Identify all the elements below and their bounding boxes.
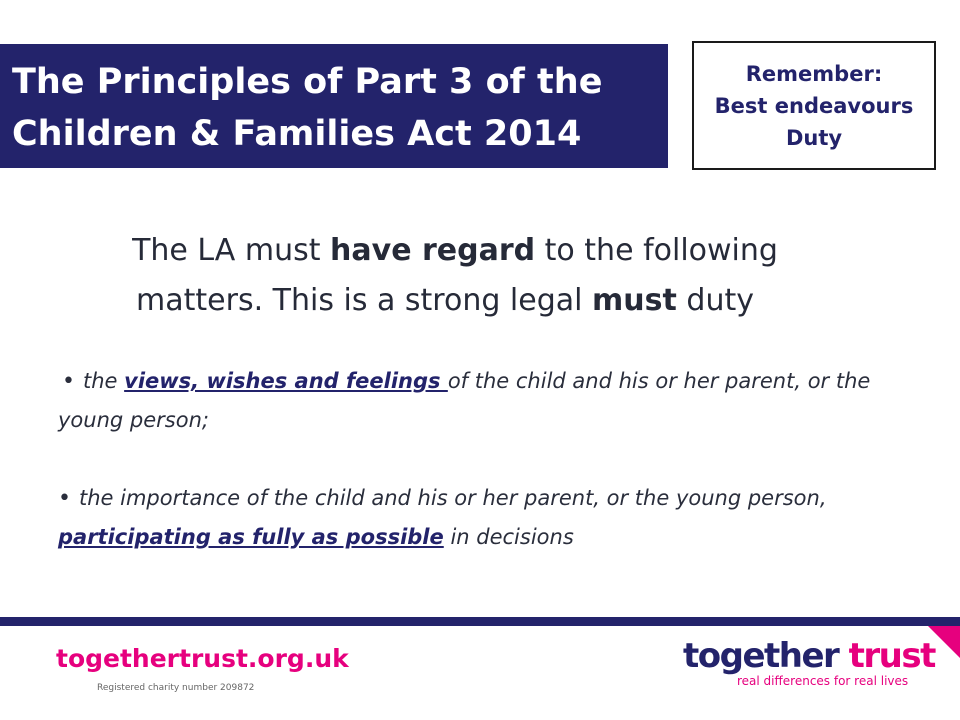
bullet-icon: • [62, 369, 75, 394]
lead-text: matters. This is a strong legal [136, 283, 593, 318]
page-title-line-1: The Principles of Part 3 of the [12, 62, 603, 102]
title-banner [0, 44, 668, 168]
bullet-emphasis: views, wishes and feelings [124, 369, 448, 393]
footer-charity-number: Registered charity number 209872 [97, 683, 255, 693]
bullet-text: the importance of the child and his or her parent, or the young person, [78, 486, 827, 510]
bullet-text: in decisions [443, 525, 574, 549]
page-title-line-2: Children & Families Act 2014 [12, 114, 582, 154]
lead-text: to the following [535, 233, 778, 268]
footer-divider [0, 617, 960, 626]
remember-heading: Remember: [745, 61, 883, 86]
lead-line-1 [0, 226, 890, 276]
remember-line-2: Best endeavours [714, 93, 914, 118]
principles-list [58, 362, 918, 556]
remember-callout [692, 41, 936, 170]
bullet-emphasis: participating as fully as possible [58, 525, 444, 549]
bullet-text: the [82, 369, 125, 393]
lead-text: The LA must [132, 233, 331, 268]
lead-emphasis-must: must [592, 283, 677, 318]
list-item [58, 479, 918, 556]
lead-line-2 [0, 276, 890, 326]
logo-wordmark [683, 636, 935, 676]
lead-emphasis-have-regard: have regard [330, 233, 536, 268]
bullet-text: of the child and his or her parent, or the young person; [58, 369, 871, 432]
footer-website-link[interactable]: togethertrust.org.uk [56, 644, 349, 673]
remember-line-3: Duty [785, 125, 843, 150]
logo-trust-text: trust [848, 636, 935, 676]
list-item [58, 362, 918, 439]
lead-statement [0, 226, 890, 326]
logo-together-text: together [683, 636, 839, 676]
together-trust-logo [683, 636, 935, 688]
logo-tagline: real differences for real lives [737, 674, 909, 688]
bullet-icon: • [58, 486, 71, 511]
lead-text: duty [676, 283, 754, 318]
